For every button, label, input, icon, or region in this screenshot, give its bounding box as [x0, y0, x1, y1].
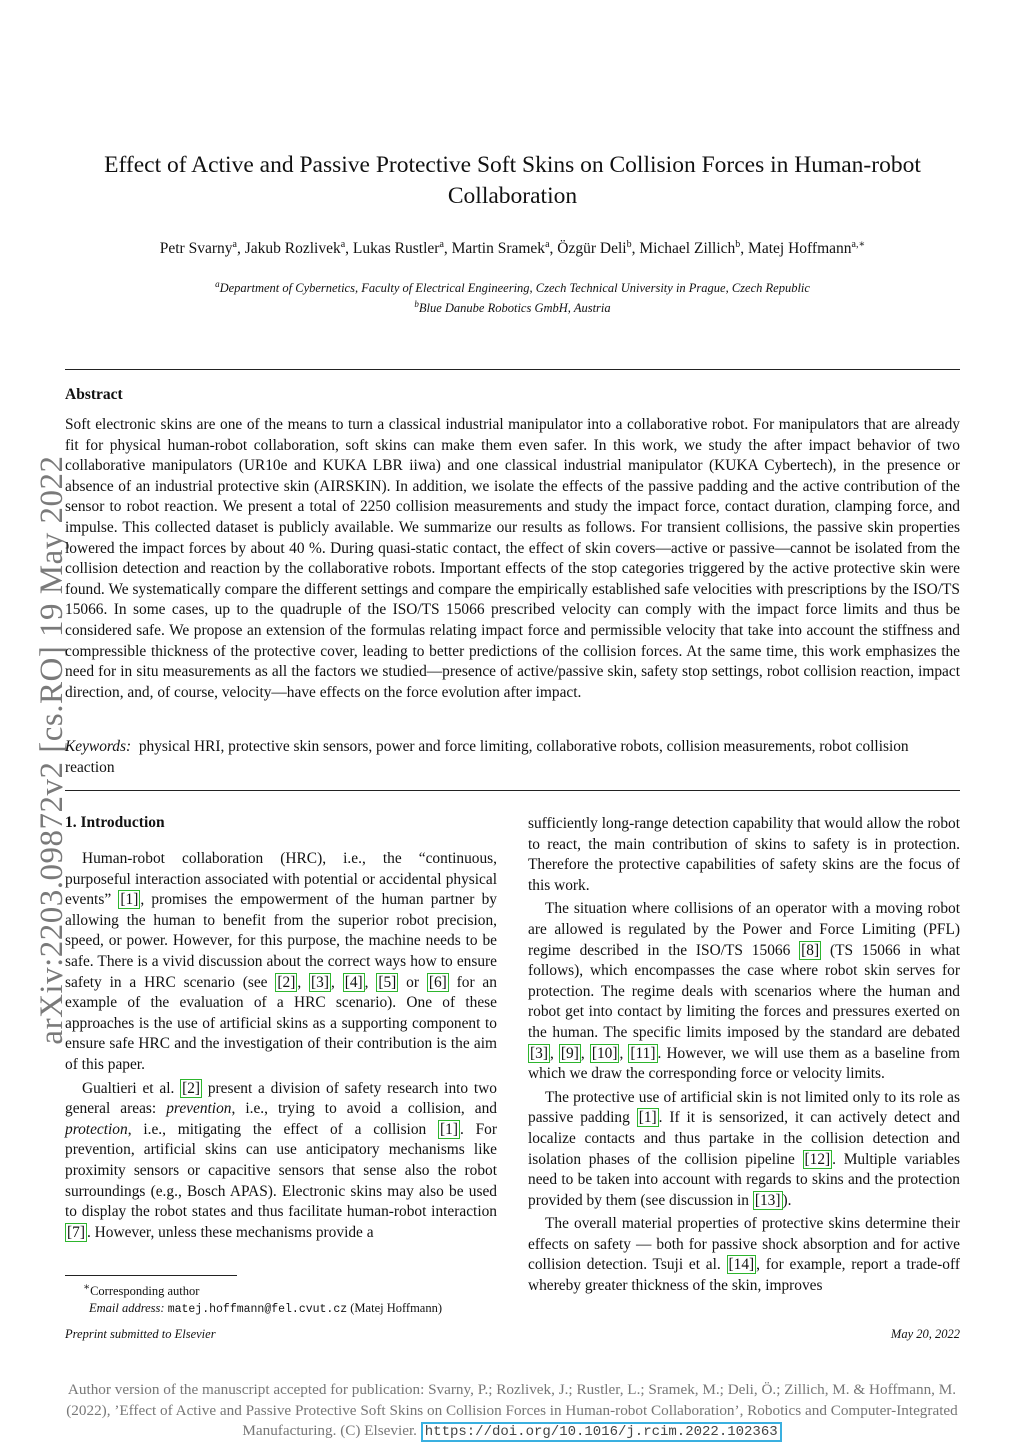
corresponding-author-label: Corresponding author: [90, 1284, 200, 1299]
paragraph: The situation where collisions of an operator with a moving robot are allowed is regulated by the Power and Force Limiting (PFL) regime described in the ISO/TS 15066 [8] (TS 15066 in what follows), which encompasses the case where robot skin serves for protection. The regime deals with scenarios where the human and robot get into contact by limiting the forces and pressures exerted on the human. The specific limits imposed by the standard are debated [3] , [9] , [10] , [11] . However, we will use them as a baseline from which we draw the corresponding force or velocity limits.: [528, 900, 961, 1083]
preprint-note: Preprint submitted to Elsevier: [65, 1327, 216, 1341]
author: Özgür Deli: [557, 240, 627, 258]
citation-link[interactable]: [8]: [801, 941, 820, 959]
author: Jakub Rozlivek: [244, 240, 341, 258]
citation-link[interactable]: [12]: [804, 1150, 831, 1168]
citation-link[interactable]: [6]: [428, 973, 447, 991]
paragraph: Gualtieri et al. [2] present a division of safety research into two general areas: prevention, i.e., trying to avoid a collision, and protection, i.e., mitigating the effect of a collision [1] . For prevention, artificial skins can use anticipatory mechanisms like proximity sensors or capacitive sensors that sense also the robot surroundings (e.g., Bosch APAS). Electronic skins may also be used to display the robot states and thus facilitate human-robot interaction [7] . However, unless these mechanisms provide a: [65, 1079, 497, 1241]
citation-link[interactable]: [10]: [591, 1044, 618, 1062]
right-column: [528, 814, 960, 1300]
paper-title: Effect of Active and Passive Protective Soft Skins on Collision Forces in Human-robot Collaboration: [104, 152, 921, 209]
author-affiliation-mark: a: [340, 239, 346, 250]
citation-link[interactable]: [1]: [120, 891, 139, 909]
preprint-date: May 20, 2022: [890, 1327, 960, 1341]
keywords-label: Keywords:: [65, 738, 132, 755]
email-address[interactable]: matej.hoffmann@fel.cvut.cz: [167, 1303, 348, 1317]
affiliation-a: $^a$Department of Cybernetics, Faculty of Electrical Engineering, Czech Technical University in Prague, Czech Republic: [215, 279, 810, 296]
citation-link[interactable]: [1]: [440, 1120, 458, 1138]
author-affiliation-mark: a,∗: [851, 239, 866, 250]
keywords: [65, 737, 960, 778]
footnote-rule: [65, 1275, 237, 1276]
paragraph: Human-robot collaboration (HRC), i.e., the “continuous, purposeful interaction associated with potential or accidental physical events” [1] , promises the empowerment of the human partner by allowing the human to benefit from the superior robot precision, speed, or power. However, for this purpose, the machine needs to be safe. There is a vivid discussion about the correct ways how to ensure safety in a HRC scenario (see [2] , [3] , [4] , [5] or [6] for an example of the evaluation of a HRC scenario). One of these approaches is the use of artificial skins as a supporting component to ensure safe HRC and the investigation of their contribution is the aim of this paper.: [65, 850, 497, 1073]
top-rule: [65, 369, 960, 370]
author: Lukas Rustler: [352, 240, 440, 258]
author: Petr Svarny: [159, 240, 233, 258]
paragraph: The overall material properties of protective skins determine their effects on safety — both for passive shock absorption and for active collision detection. Tsuji et al. [14] , for example, report a trade-off whereby greater thickness of the skin, improves: [528, 1215, 960, 1295]
section-heading-introduction: 1. Introduction: [65, 814, 165, 831]
author: Matej Hoffmann: [748, 240, 852, 258]
citation-link[interactable]: [2]: [182, 1079, 201, 1097]
author-affiliation-mark: b: [735, 239, 741, 250]
citation-link[interactable]: [13]: [754, 1191, 781, 1209]
author-affiliation-mark: a: [545, 239, 550, 250]
author-list: Petr Svarny$^a$, Jakub Rozlivek$^a$, Lukas Rustler$^a$, Martin Sramek$^a$, Özgür Deli$^b$, Michael Zillich$^b$, Matej Hoffmann$^{a,∗}$: [159, 239, 866, 258]
doi-link[interactable]: https://doi.org/10.1016/j.rcim.2022.102363: [421, 1422, 782, 1442]
paragraph: sufficiently long-range detection capability that would allow the robot to react, the main contribution of skins to safety is in protection. Therefore the protective capabilities of safety skins are the focus of this work.: [528, 815, 960, 894]
citation-link[interactable]: [4]: [344, 973, 363, 991]
citation-link[interactable]: [7]: [67, 1223, 85, 1241]
author: Martin Sramek: [451, 240, 546, 258]
affiliation-b: $^b$Blue Danube Robotics GmbH, Austria: [414, 299, 611, 316]
citation-link[interactable]: [1]: [638, 1109, 657, 1127]
author-affiliation-mark: b: [626, 239, 632, 250]
abstract-bottom-rule: [65, 790, 960, 791]
paragraph: The protective use of artificial skin is not limited only to its role as passive padding [1] . If it is sensorized, it can actively detect and localize contacts and thus partake in the collision detection and isolation phases of the collision pipeline [12] . Multiple variables need to be taken into account with regards to skins and the protection provided by them (see discussion in [13] ).: [528, 1088, 960, 1209]
citation-link[interactable]: [2]: [277, 973, 296, 991]
citation-link[interactable]: [3]: [311, 973, 329, 991]
affiliations: [65, 276, 960, 316]
author-affiliation-mark: a: [439, 239, 444, 250]
footnote: ∗Corresponding author Email address: matej.hoffmann@fel.cvut.cz (Matej Hoffmann): [83, 1282, 443, 1317]
abstract-heading: Abstract: [65, 386, 123, 403]
abstract-text: Soft electronic skins are one of the means to turn a classical industrial manipulator into a collaborative robot. For manipulators that are already fit for physical human-robot collaboration, soft skins can make them even safer. In this work, we study the after impact behavior of two collaborative manipulators (UR10e and KUKA LBR iiwa) and one classical industrial manipulator (KUKA Cybertech), in the presence or absence of an industrial protective skin (AIRSKIN). In addition, we isolate the effects of the passive padding and the active contribution of the sensor to robot reaction. We present a total of 2250 collision measurements and study the impact force, contact duration, clamping force, and impulse. This collected dataset is publicly available. We summarize our results as follows. For transient collisions, the passive skin properties lowered the impact forces by about 40 %. During quasi-static contact, the effect of skin covers—active or passive—cannot be isolated from the collision detection and reaction by the collaborative robots. Important effects of the stop categories triggered by the active protective skin were found. We systematically compare the different settings and compare the empirically established safe velocities with prescriptions by the ISO/TS 15066. In some cases, up to the quadruple of the ISO/TS 15066 prescribed velocity can comply with the impact force limits and thus be considered safe. We propose an extension of the formulas relating impact force and permissible velocity that take into account the stiffness and compressible thickness of the protective cover, leading to better predictions of the collision forces. At the same time, this work emphasizes the need for in situ measurements as all the factors we studied—presence of active/passive skin, safety stop settings, robot collision reaction, impact direction, and, of course, velocity—have effects on the force evolution after impact.: [65, 416, 960, 701]
keywords-text: physical HRI, protective skin sensors, power and force limiting, collaborative robots, collision measurements, robot collision reaction: [65, 738, 909, 776]
citation-link[interactable]: [3]: [530, 1044, 548, 1062]
author: Michael Zillich: [639, 240, 736, 258]
author-version-note: Author version of the manuscript accepted for publication: Svarny, P.; Rozlivek, J.; Rustler, L.; Sramek, M.; Deli, Ö.; Zillich, M. & Hoffmann, M. (2022), ’Effect of Active and Passive Protective Soft Skins on Collision Forces in Human-robot Collaboration’, Robotics and Computer-Integrated Manufacturing. (C) Elsevier. https://doi.org/10.1016/j.rcim.2022.102363: [66, 1381, 958, 1440]
citation-link[interactable]: [9]: [560, 1044, 579, 1062]
citation-link[interactable]: [14]: [728, 1256, 755, 1274]
arxiv-sidebar-stamp: arXiv:2203.09872v2 [cs.RO] 19 May 2022: [34, 455, 70, 1045]
author-affiliation-mark: a: [232, 239, 237, 250]
left-column: [65, 849, 497, 1246]
citation-link[interactable]: [5]: [378, 973, 397, 991]
citation-link[interactable]: [11]: [630, 1044, 656, 1062]
